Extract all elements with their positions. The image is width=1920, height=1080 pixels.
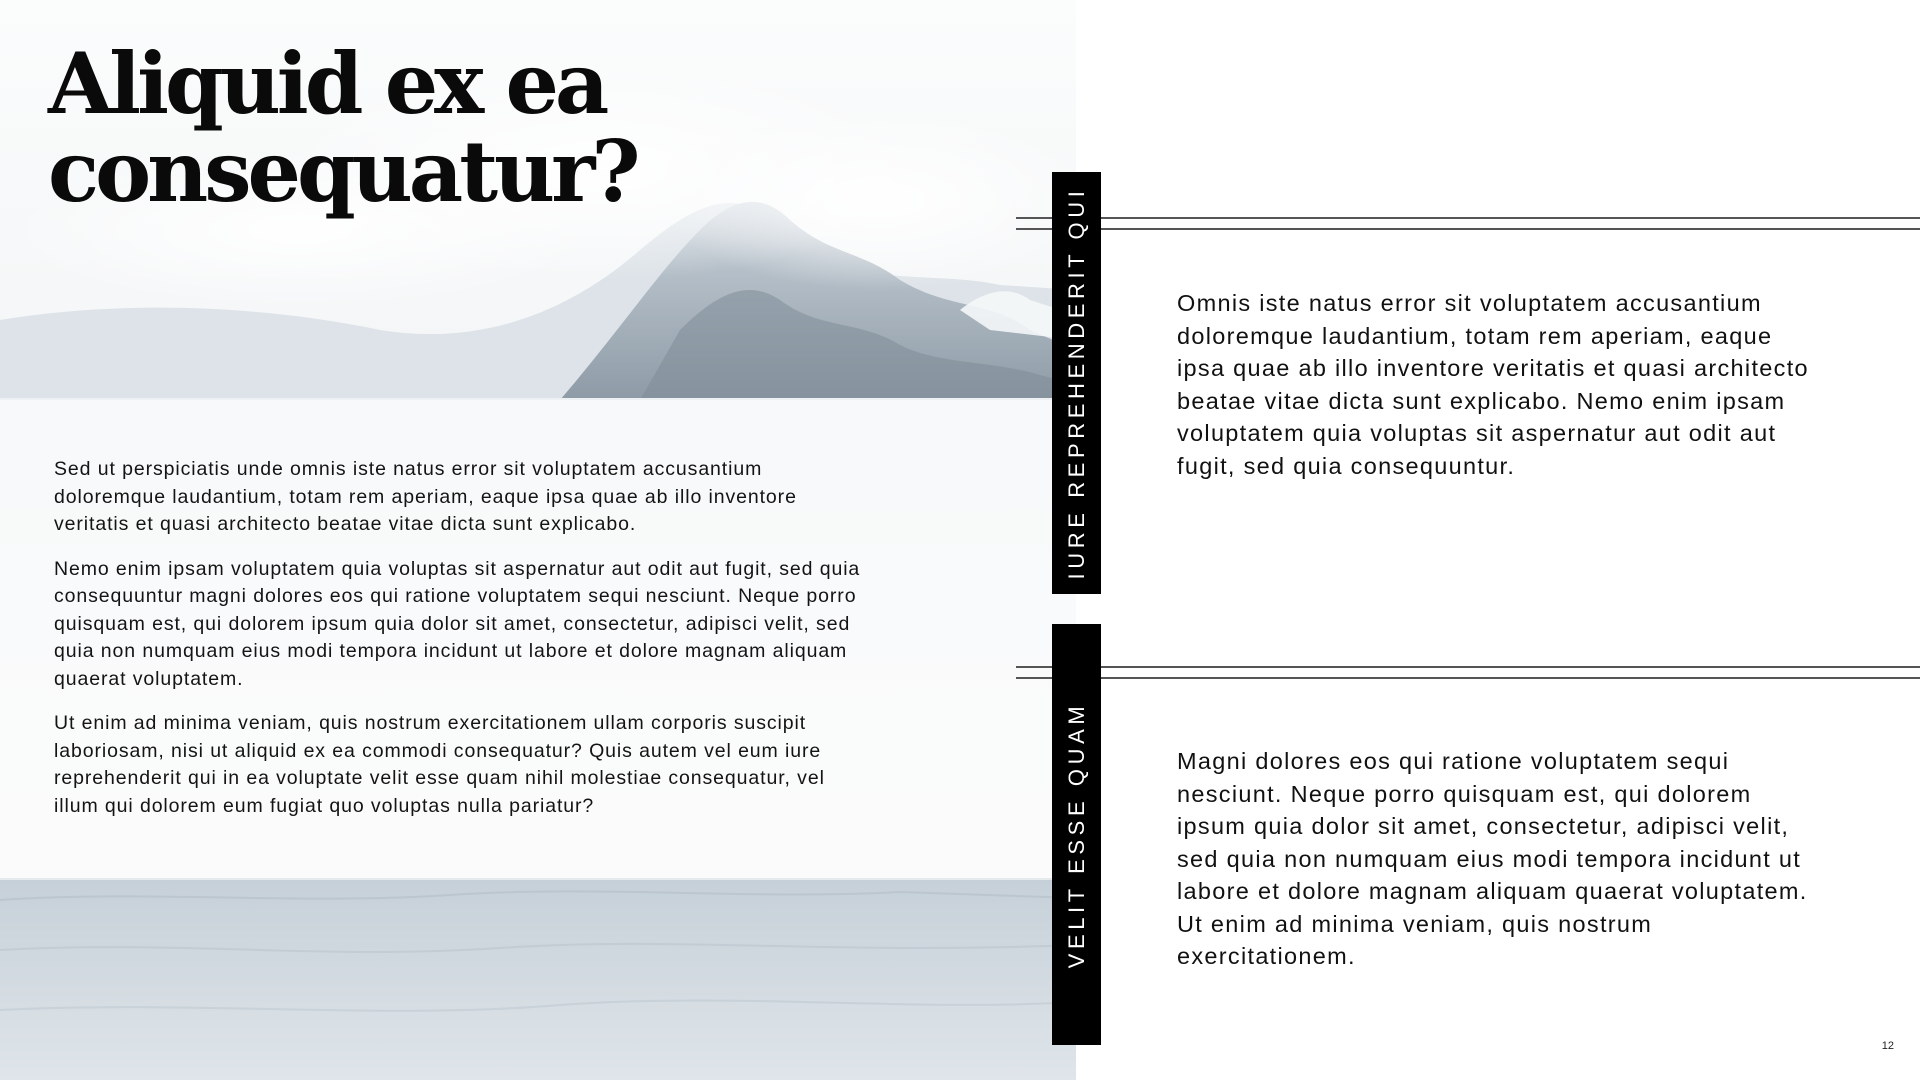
slide-title: Aliquid ex ea consequatur? xyxy=(48,34,637,221)
section-1-rule-bottom xyxy=(1016,228,1920,230)
left-body-text xyxy=(54,456,874,837)
left-paragraph-1: Sed ut perspiciatis unde omnis iste natus error sit voluptatem accusantium doloremque laudantium, totam rem aperiam, eaque ipsa quae ab illo inventore veritatis et quasi architecto beatae vitae dicta sunt explicabo. xyxy=(54,458,797,535)
section-1-tab-label: IURE REPREHENDERIT QUI xyxy=(1063,186,1089,580)
section-2-text: Magni dolores eos qui ratione voluptatem sequi nesciunt. Neque porro quisquam est, qui dolorem ipsum quia dolor sit amet, consectetur, adipisci velit, sed quia non numquam eius modi tempora incidunt ut labore et dolore magnam aliquam quaerat voluptatem. Ut enim ad minima veniam, quis nostrum exercitationem. xyxy=(1177,748,1808,969)
left-paragraph-2: Nemo enim ipsam voluptatem quia voluptas sit aspernatur aut odit aut fugit, sed quia consequuntur magni dolores eos qui ratione voluptatem sequi nesciunt. Neque porro quisquam est, qui dolorem ipsum quia dolor sit amet, consectetur, adipisci velit, sed quia non numquam eius modi tempora incidunt ut labore et dolore magnam aliquam quaerat voluptatem. xyxy=(54,557,861,690)
page-number: 12 xyxy=(1881,1040,1894,1052)
section-2-rule-top xyxy=(1016,666,1920,668)
section-2-tab xyxy=(1052,624,1101,1045)
left-paragraph-3: Ut enim ad minima veniam, quis nostrum exercitationem ullam corporis suscipit laboriosam, nisi ut aliquid ex ea commodi consequatur? Quis autem vel eum iure reprehenderit qui in ea voluptate velit esse quam nihil molestiae consequatur, vel illum qui dolorem eum fugiat quo voluptas nulla pariatur? xyxy=(54,712,825,817)
section-2-rule-bottom xyxy=(1016,677,1920,679)
section-1-tab xyxy=(1052,172,1101,594)
section-1-text: Omnis iste natus error sit voluptatem accusantium doloremque laudantium, totam rem aperiam, eaque ipsa quae ab illo inventore veritatis et quasi architecto beatae vitae dicta sunt explicabo. Nemo enim ipsam voluptatem quia voluptas sit aspernatur aut odit aut fugit, sed quia consequuntur. xyxy=(1177,290,1809,479)
section-2-tab-label: VELIT ESSE QUAM xyxy=(1063,701,1089,968)
section-1-rule-top xyxy=(1016,217,1920,219)
